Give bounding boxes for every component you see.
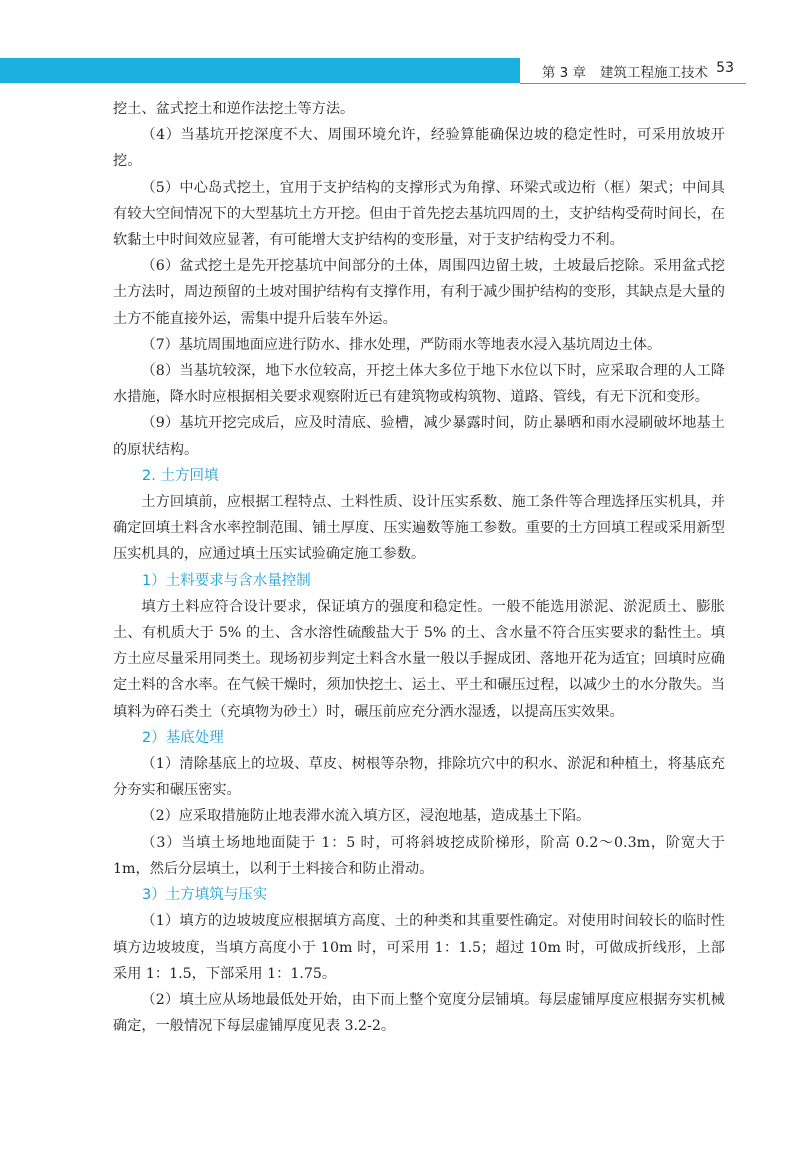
section-heading: 2）基底处理 [142, 729, 224, 746]
paragraph: （4）当基坑开挖深度不大、周围环境允许，经验算能确保边坡的稳定性时，可采用放坡开挖。 [113, 127, 725, 170]
paragraph: （1）填方的边坡坡度应根据填方高度、土的种类和其重要性确定。对使用时间较长的临时性填方边坡坡度，当填方高度小于 10m 时，可采用 1：1.5；超过 10m 时，可做成折线形，上部采用 1：1.5，下部采用 1：1.75。 [113, 913, 725, 982]
section-heading: 3）土方填筑与压实 [142, 887, 268, 904]
body-text [113, 96, 725, 1039]
chapter-label: 第 3 章 [541, 65, 586, 81]
chapter-title: 建筑工程施工技术 [600, 65, 708, 81]
paragraph: （9）基坑开挖完成后，应及时清底、验槽，减少暴露时间，防止暴晒和雨水浸刷破坏地基土的原状结构。 [113, 415, 725, 458]
header-rule [520, 83, 746, 84]
page-header [0, 58, 800, 88]
paragraph: （5）中心岛式挖土，宜用于支护结构的支撑形式为角撑、环梁式或边桁（框）架式；中间具有较大空间情况下的大型基坑土方开挖。但由于首先挖去基坑四周的土，支护结构受荷时间长，在软黏土中时间效应显著，有可能增大支护结构的变形量，对于支护结构受力不利。 [113, 179, 725, 249]
paragraph: 挖土、盆式挖土和逆作法挖土等方法。 [113, 101, 355, 117]
paragraph: 填方土料应符合设计要求，保证填方的强度和稳定性。一般不能选用淤泥、淤泥质土、膨胀土、有机质大于 5% 的土、含水溶性硫酸盐大于 5% 的土、含水量不符合压实要求的黏性土。填方土应尽量采用同类土。现场初步判定土料含水量一般以手握成团、落地开花为适宜；回填时应确定土料的含水率。在气候干燥时，须加快挖土、运土、平土和碾压过程，以减少土的水分散失。当填料为碎石类土（充填物为砂土）时，碾压前应充分洒水湿透，以提高压实效果。 [113, 598, 725, 720]
paragraph: （1）清除基底上的垃圾、草皮、树根等杂物，排除坑穴中的积水、淤泥和种植土，将基底充分夯实和碾压密实。 [113, 756, 725, 799]
page-number: 53 [716, 60, 734, 76]
paragraph: 土方回填前，应根据工程特点、土料性质、设计压实系数、施工条件等合理选择压实机具，并确定回填土料含水率控制范围、铺土厚度、压实遍数等施工参数。重要的土方回填工程或采用新型压实机具的，应通过填土压实试验确定施工参数。 [113, 494, 725, 563]
section-heading: 2. 土方回填 [142, 467, 219, 484]
paragraph: （8）当基坑较深，地下水位较高，开挖土体大多位于地下水位以下时，应采取合理的人工降水措施，降水时应根据相关要求观察附近已有建筑物或构筑物、道路、管线，有无下沉和变形。 [113, 363, 725, 406]
paragraph: （6）盆式挖土是先开挖基坑中间部分的土体，周围四边留土坡，土坡最后挖除。采用盆式挖土方法时，周边预留的土坡对围护结构有支撑作用，有利于减少围护结构的变形，其缺点是大量的土方不能直接外运，需集中提升后装车外运。 [113, 258, 725, 327]
section-heading: 1）土料要求与含水量控制 [142, 572, 311, 589]
paragraph: （2）填土应从场地最低处开始，由下而上整个宽度分层铺填。每层虚铺厚度应根据夯实机械确定，一般情况下每层虚铺厚度见表 3.2-2。 [113, 991, 725, 1035]
paragraph: （7）基坑周围地面应进行防水、排水处理，严防雨水等地表水浸入基坑周边土体。 [141, 336, 662, 353]
paragraph: （3）当填土场地地面陡于 1：5 时，可将斜坡挖成阶梯形，阶高 0.2～0.3m，阶宽大于 1m，然后分层填土，以利于土料接合和防止滑动。 [113, 834, 725, 877]
header-color-bar [0, 58, 520, 83]
paragraph: （2）应采取措施防止地表滞水流入填方区，浸泡地基，造成基土下陷。 [141, 808, 591, 825]
running-head [542, 61, 708, 81]
